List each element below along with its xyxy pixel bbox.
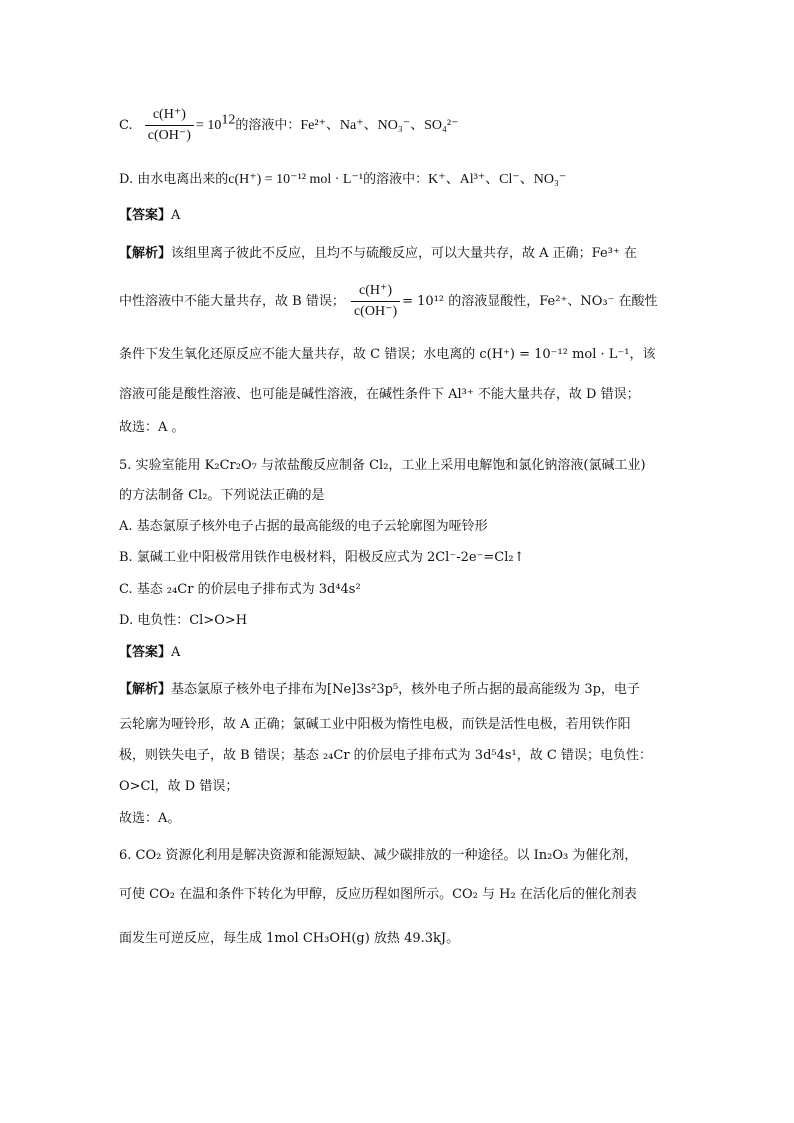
q4-analysis-line-4 <box>119 386 640 404</box>
option-text: A. 基态氯原子核外电子占据的最高能级的电子云轮廓图为哑铃形 <box>119 519 488 534</box>
analysis-text: 云轮廓为哑铃形，故 A 正确；氯碱工业中阳极为惰性电极，而铁是活性电极，若用铁作阳 <box>119 717 631 732</box>
q6-stem-line-2 <box>119 886 637 904</box>
option-d-expression: c(H⁺) = 10⁻¹² mol · L⁻¹ <box>228 172 364 187</box>
analysis-text: 极，则铁失电子，故 B 错误；基态 ₂₄Cr 的价层电子排布式为 3d⁵4s¹，故 C 错误；电负性： <box>119 748 652 763</box>
analysis-text: 溶液可能是酸性溶液、也可能是碱性溶液，在碱性条件下 Al³⁺ 不能大量共存，故 D 错误； <box>119 387 640 402</box>
fraction-numerator: c(H⁺) <box>359 283 393 298</box>
option-c-label: C. <box>119 118 133 133</box>
answer-tag: 【答案】 <box>119 208 172 223</box>
option-text: D. 电负性：Cl>O>H <box>119 613 248 628</box>
analysis-text: 中性溶液中不能大量共存，故 B 错误； <box>119 294 345 309</box>
fraction-denominator: c(OH⁻) <box>145 125 194 145</box>
q5-analysis-line-3 <box>119 747 652 765</box>
analysis-text: 基态氯原子核外电子排布为[Ne]3s²3p⁵，核外电子所占据的最高能级为 3p，电子 <box>171 682 640 697</box>
analysis-tag: 【解析】 <box>119 246 172 261</box>
h-oh-ratio-fraction <box>351 282 400 321</box>
h-oh-ratio-fraction <box>145 106 194 145</box>
q5-option-a <box>119 518 488 536</box>
q5-stem-line-2 <box>119 487 324 505</box>
q6-stem-line-3 <box>119 930 459 948</box>
q5-answer <box>119 644 180 662</box>
q5-option-b <box>119 549 525 567</box>
option-d-ions: K⁺、Al³⁺、Cl⁻、NO₃⁻ <box>428 172 567 187</box>
option-text: B. 氯碱工业中阳极常用铁作电极材料，阳极反应式为 2Cl⁻-2e⁻=Cl₂↑ <box>119 550 525 565</box>
q4-analysis-line-2 <box>119 282 658 321</box>
q4-choose <box>119 419 185 437</box>
q4-analysis-line-1 <box>119 245 637 263</box>
q6-stem-line-1 <box>119 847 637 865</box>
q5-choose <box>119 810 180 828</box>
q5-analysis-line-4 <box>119 778 238 796</box>
q5-analysis-line-1 <box>119 681 640 699</box>
exponent: 12 <box>221 112 236 128</box>
answer-value: A <box>171 208 181 223</box>
question-stem: 5. 实验室能用 K₂Cr₂O₇ 与浓盐酸反应制备 Cl₂，工业上采用电解饱和氯化钠溶液(氯碱工业) <box>119 458 646 473</box>
analysis-text: 条件下发生氧化还原反应不能大量共存，故 C 错误；水电离的 c(H⁺) = 10⁻¹² mol · L⁻¹，该 <box>119 347 656 362</box>
analysis-tag: 【解析】 <box>119 682 172 697</box>
q4-analysis-line-3 <box>119 346 656 364</box>
q4-answer <box>119 207 180 225</box>
fraction-numerator: c(H⁺) <box>152 107 186 122</box>
analysis-text: O>Cl，故 D 错误； <box>119 779 239 794</box>
choose-text: 故选：A。 <box>119 811 181 826</box>
option-text: C. 基态 ₂₄Cr 的价层电子排布式为 3d⁴4s² <box>119 582 361 597</box>
question-stem: 可使 CO₂ 在温和条件下转化为甲醇，反应历程如图所示。CO₂ 与 H₂ 在活化后的催化剂表 <box>119 887 637 902</box>
question-stem: 的方法制备 Cl₂。下列说法正确的是 <box>119 488 325 503</box>
q5-analysis-line-2 <box>119 716 631 734</box>
option-d-label: D. <box>119 172 134 187</box>
analysis-text: = 10¹² 的溶液显酸性，Fe²⁺、NO₃⁻ 在酸性 <box>402 294 658 309</box>
option-d-text1: 由水电离出来的 <box>137 172 229 187</box>
choose-text: 故选：A 。 <box>119 420 185 435</box>
fraction-denominator: c(OH⁻) <box>351 301 400 321</box>
q5-option-d <box>119 612 247 630</box>
question-stem: 面发生可逆反应，每生成 1mol CH₃OH(g) 放热 49.3kJ。 <box>119 931 460 946</box>
answer-value: A <box>171 645 181 660</box>
question-stem: 6. CO₂ 资源化利用是解决资源和能源短缺、减少碳排放的一种途径。以 In₂O₃ 为催化剂， <box>119 848 638 863</box>
option-c-ions: Fe²⁺、Na⁺、NO₃⁻、SO₄²⁻ <box>300 118 459 133</box>
q5-option-c <box>119 581 361 599</box>
analysis-text: 该组里离子彼此不反应，且均不与硫酸反应，可以大量共存，故 A 正确；Fe³⁺ 在 <box>171 246 637 261</box>
q5-stem-line-1 <box>119 457 646 475</box>
answer-tag: 【答案】 <box>119 645 172 660</box>
option-d <box>119 171 566 189</box>
option-d-text2: 的溶液中： <box>363 172 429 187</box>
option-c-text: 的溶液中： <box>235 118 301 133</box>
equals-ten: = 10 <box>195 118 222 133</box>
option-c <box>119 106 459 145</box>
